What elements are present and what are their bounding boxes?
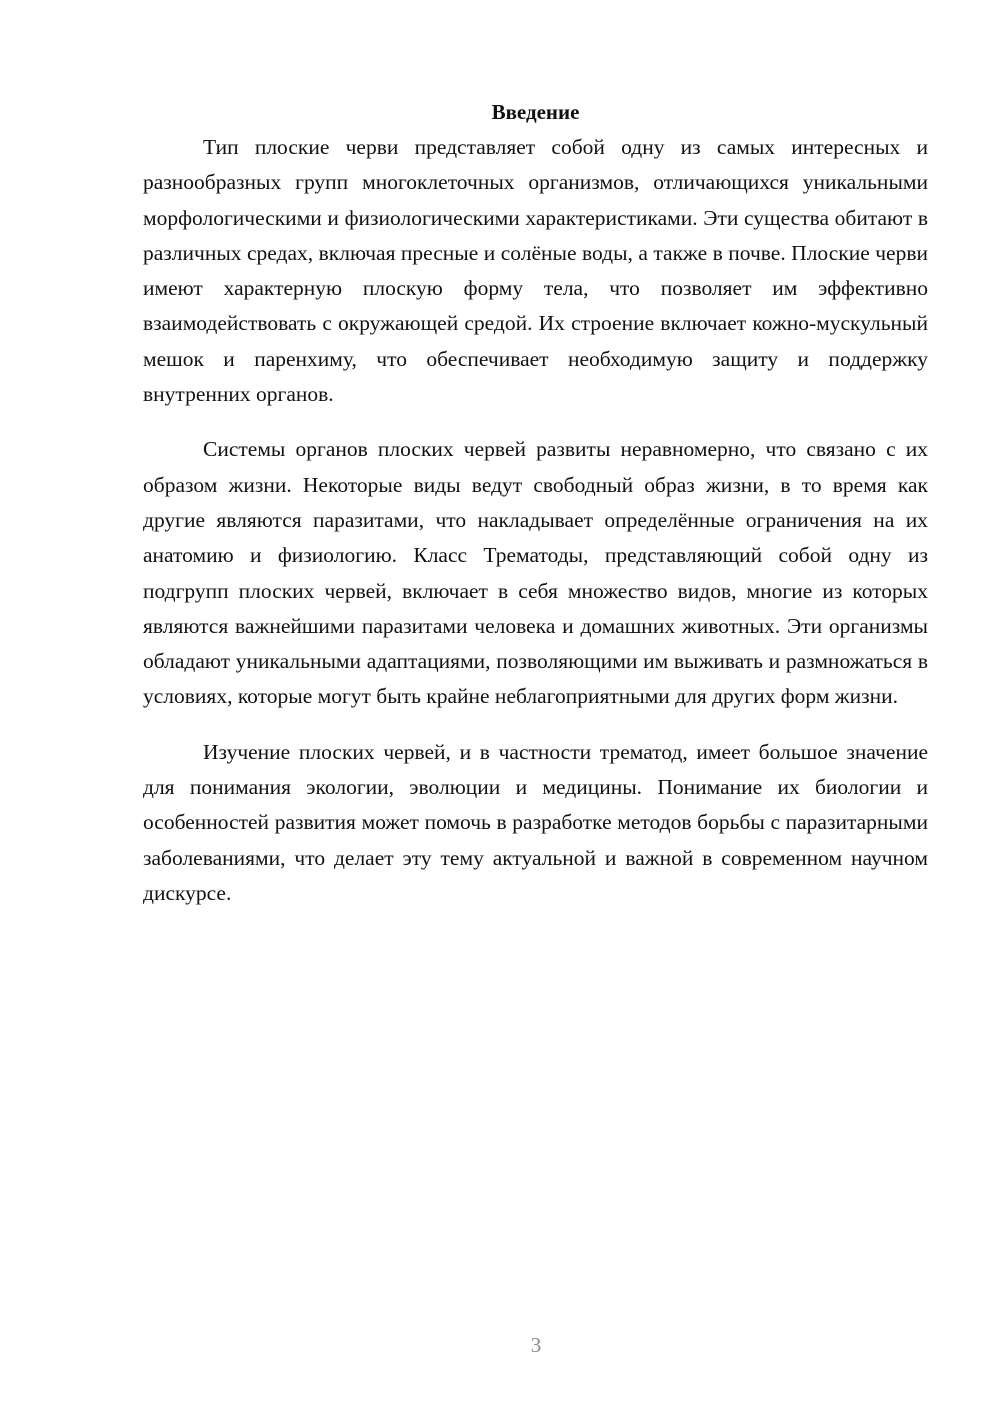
page-number: 3 (530, 1333, 542, 1357)
paragraph-3: Изучение плоских червей, и в частности трематод, имеет большое значение для понимания экологии, эволюции и медицины. Понимание их биологии и особенностей развития может помочь в разработке методов борьбы с паразитарными заболеваниями, что делает эту тему актуальной и важной в современном научном дискурсе. (143, 739, 928, 905)
paragraph-1: Тип плоские черви представляет собой одну из самых интересных и разнообразных групп многоклеточных организмов, отличающихся уникальными морфологическими и физиологическими характеристиками. Эти существа обитают в различных средах, включая пресные и солёные воды, а также в почве. Плоские черви имеют характерную плоскую форму тела, что позволяет им эффективно взаимодействовать с окружающей средой. Их строение включает кожно-мускульный мешок и паренхиму, что обеспечивает необходимую защиту и поддержку внутренних органов. (143, 135, 928, 407)
paragraph-2: Системы органов плоских червей развиты неравномерно, что связано с их образом жизни. Некоторые виды ведут свободный образ жизни, в то время как другие являются паразитами, что накладывает определённые ограничения на их анатомию и физиологию. Класс Трематоды, представляющий собой одну из подгрупп плоских червей, включает в себя множество видов, многие из которых являются важнейшими паразитами человека и домашних животных. Эти организмы обладают уникальными адаптациями, позволяющими им выживать и размножаться в условиях, которые могут быть крайне неблагоприятными для других форм жизни. (143, 437, 928, 709)
page-content (143, 94, 928, 911)
section-heading: Введение (491, 100, 580, 124)
